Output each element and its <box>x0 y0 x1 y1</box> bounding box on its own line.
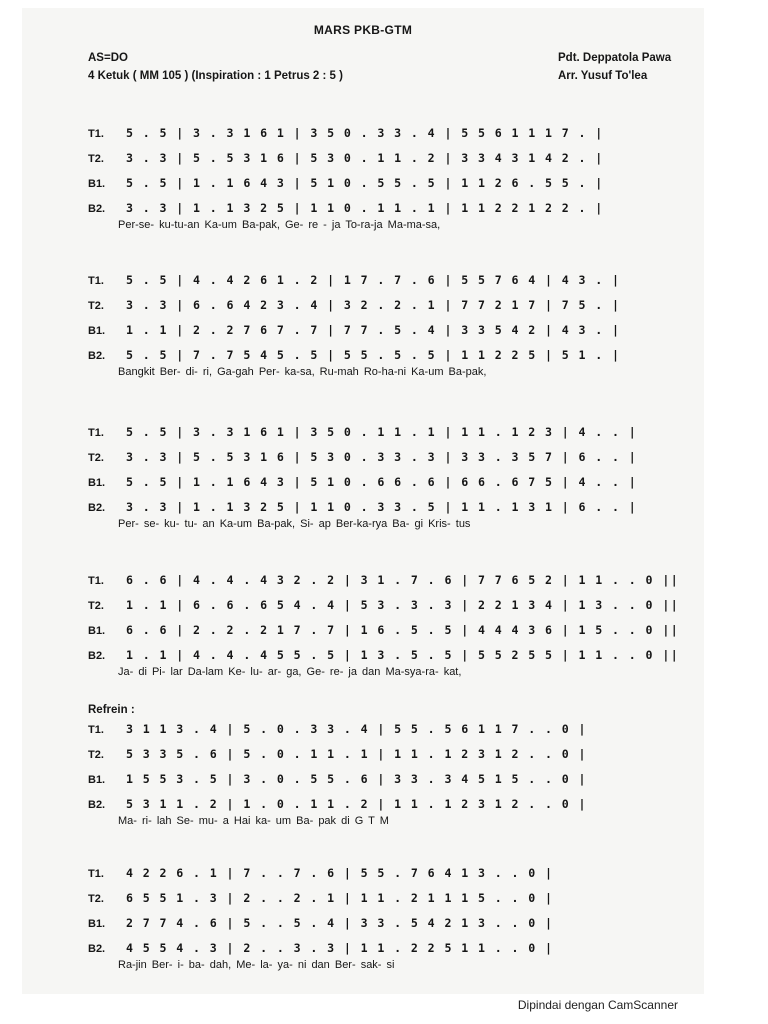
voice-label: T1. <box>88 868 104 880</box>
notes-line: 5 . 5 | 1 . 1 6 4 3 | 5 1 0 . 5 5 . 5 | 1 1 2 6 . 5 5 . | <box>126 176 604 190</box>
voice-row <box>22 265 704 290</box>
lyrics-line <box>22 365 704 384</box>
voice-row <box>22 340 704 365</box>
lyrics-line <box>22 218 704 237</box>
voice-label: B2. <box>88 203 106 215</box>
composer: Pdt. Deppatola Pawa <box>558 52 672 64</box>
voice-label: B1. <box>88 325 106 337</box>
voice-label: B1. <box>88 178 106 190</box>
voice-row <box>22 290 704 315</box>
notes-line: 5 3 1 1 . 2 | 1 . 0 . 1 1 . 2 | 1 1 . 1 2 3 1 2 . . 0 | <box>126 797 587 811</box>
lyrics-line <box>22 814 704 833</box>
notes-line: 1 . 1 | 2 . 2 7 6 7 . 7 | 7 7 . 5 . 4 | 3 3 5 4 2 | 4 3 . | <box>126 323 621 337</box>
voice-row <box>22 858 704 883</box>
voice-row <box>22 565 704 590</box>
notes-line: 4 2 2 6 . 1 | 7 . . 7 . 6 | 5 5 . 7 6 4 1 3 . . 0 | <box>126 866 554 880</box>
sheet-title: MARS PKB-GTM <box>313 23 413 37</box>
notes-line: 3 1 1 3 . 4 | 5 . 0 . 3 3 . 4 | 5 5 . 5 6 1 1 7 . . 0 | <box>126 722 587 736</box>
voice-row <box>22 590 704 615</box>
voice-row <box>22 143 704 168</box>
notes-line: 5 3 3 5 . 6 | 5 . 0 . 1 1 . 1 | 1 1 . 1 2 3 1 2 . . 0 | <box>126 747 587 761</box>
notes-line: 5 . 5 | 7 . 7 5 4 5 . 5 | 5 5 . 5 . 5 | 1 1 2 2 5 | 5 1 . | <box>126 348 621 362</box>
lyrics-line <box>22 517 704 536</box>
notes-line: 1 . 1 | 6 . 6 . 6 5 4 . 4 | 5 3 . 3 . 3 | 2 2 1 3 4 | 1 3 . . 0 || <box>126 598 680 612</box>
scanner-watermark: Dipindai dengan CamScanner <box>517 998 678 1012</box>
voice-label: T1. <box>88 128 104 140</box>
key-signature: AS=DO <box>88 52 128 64</box>
lyrics-text: Per- se- ku- tu- an Ka-um Ba-pak, Si- ap Ber-ka-rya Ba- gi Kris- tus <box>118 518 471 530</box>
voice-label: B1. <box>88 625 106 637</box>
system-3 <box>22 417 704 536</box>
lyrics-text: Ra-jin Ber- i- ba- dah, Me- la- ya- ni dan Ber- sak- si <box>118 959 395 971</box>
voice-label: T2. <box>88 153 104 165</box>
lyrics-text: Ja- di Pi- lar Da-lam Ke- lu- ar- ga, Ge- re- ja dan Ma-sya-ra- kat, <box>118 666 462 678</box>
voice-label: B2. <box>88 943 106 955</box>
voice-label: T2. <box>88 600 104 612</box>
notes-line: 5 . 5 | 4 . 4 2 6 1 . 2 | 1 7 . 7 . 6 | 5 5 7 6 4 | 4 3 . | <box>126 273 621 287</box>
voice-row <box>22 442 704 467</box>
notes-line: 3 . 3 | 1 . 1 3 2 5 | 1 1 0 . 1 1 . 1 | 1 1 2 2 1 2 2 . | <box>126 201 604 215</box>
notes-line: 3 . 3 | 6 . 6 4 2 3 . 4 | 3 2 . 2 . 1 | 7 7 2 1 7 | 7 5 . | <box>126 298 621 312</box>
notes-line: 3 . 3 | 1 . 1 3 2 5 | 1 1 0 . 3 3 . 5 | 1 1 . 1 3 1 | 6 . . | <box>126 500 638 514</box>
voice-row <box>22 739 704 764</box>
notes-line: 6 5 5 1 . 3 | 2 . . 2 . 1 | 1 1 . 2 1 1 1 5 . . 0 | <box>126 891 554 905</box>
voice-label: B1. <box>88 774 106 786</box>
voice-label: T1. <box>88 275 104 287</box>
system-5 <box>22 714 704 833</box>
voice-row <box>22 615 704 640</box>
voice-label: T1. <box>88 724 104 736</box>
lyrics-line <box>22 958 704 977</box>
notes-line: 5 . 5 | 3 . 3 1 6 1 | 3 5 0 . 1 1 . 1 | 1 1 . 1 2 3 | 4 . . | <box>126 425 638 439</box>
notes-line: 1 . 1 | 4 . 4 . 4 5 5 . 5 | 1 3 . 5 . 5 | 5 5 2 5 5 | 1 1 . . 0 || <box>126 648 680 662</box>
voice-row <box>22 883 704 908</box>
system-6 <box>22 858 704 977</box>
voice-label: T2. <box>88 452 104 464</box>
notes-line: 6 . 6 | 2 . 2 . 2 1 7 . 7 | 1 6 . 5 . 5 | 4 4 4 3 6 | 1 5 . . 0 || <box>126 623 680 637</box>
voice-label: B2. <box>88 502 106 514</box>
voice-row <box>22 417 704 442</box>
voice-label: B1. <box>88 918 106 930</box>
voice-row <box>22 714 704 739</box>
voice-row <box>22 315 704 340</box>
system-1 <box>22 118 704 237</box>
notes-line: 6 . 6 | 4 . 4 . 4 3 2 . 2 | 3 1 . 7 . 6 | 7 7 6 5 2 | 1 1 . . 0 || <box>126 573 680 587</box>
voice-label: T2. <box>88 893 104 905</box>
refrain-label: Refrein : <box>88 704 135 716</box>
notes-line: 4 5 5 4 . 3 | 2 . . 3 . 3 | 1 1 . 2 2 5 1 1 . . 0 | <box>126 941 554 955</box>
music-sheet <box>22 8 704 994</box>
voice-label: T1. <box>88 575 104 587</box>
voice-row <box>22 789 704 814</box>
voice-row <box>22 118 704 143</box>
system-2 <box>22 265 704 384</box>
voice-row <box>22 933 704 958</box>
tempo-info: 4 Ketuk ( MM 105 ) (Inspiration : 1 Petrus 2 : 5 ) <box>88 70 343 82</box>
notes-line: 5 . 5 | 1 . 1 6 4 3 | 5 1 0 . 6 6 . 6 | 6 6 . 6 7 5 | 4 . . | <box>126 475 638 489</box>
voice-label: T1. <box>88 427 104 439</box>
voice-row <box>22 193 704 218</box>
voice-label: B2. <box>88 350 106 362</box>
voice-label: B2. <box>88 650 106 662</box>
voice-label: T2. <box>88 300 104 312</box>
voice-row <box>22 168 704 193</box>
system-4 <box>22 565 704 684</box>
arranger: Arr. Yusuf To'lea <box>558 70 648 82</box>
voice-label: B1. <box>88 477 106 489</box>
notes-line: 2 7 7 4 . 6 | 5 . . 5 . 4 | 3 3 . 5 4 2 1 3 . . 0 | <box>126 916 554 930</box>
voice-label: T2. <box>88 749 104 761</box>
lyrics-line <box>22 665 704 684</box>
notes-line: 1 5 5 3 . 5 | 3 . 0 . 5 5 . 6 | 3 3 . 3 4 5 1 5 . . 0 | <box>126 772 587 786</box>
voice-label: B2. <box>88 799 106 811</box>
notes-line: 3 . 3 | 5 . 5 3 1 6 | 5 3 0 . 3 3 . 3 | 3 3 . 3 5 7 | 6 . . | <box>126 450 638 464</box>
lyrics-text: Ma- ri- lah Se- mu- a Hai ka- um Ba- pak di G T M <box>118 815 389 827</box>
lyrics-text: Per-se- ku-tu-an Ka-um Ba-pak, Ge- re - ja To-ra-ja Ma-ma-sa, <box>118 219 441 231</box>
voice-row <box>22 764 704 789</box>
voice-row <box>22 467 704 492</box>
notes-line: 5 . 5 | 3 . 3 1 6 1 | 3 5 0 . 3 3 . 4 | 5 5 6 1 1 1 7 . | <box>126 126 604 140</box>
lyrics-text: Bangkit Ber- di- ri, Ga-gah Per- ka-sa, Ru-mah Ro-ha-ni Ka-um Ba-pak, <box>118 366 487 378</box>
voice-row <box>22 492 704 517</box>
voice-row <box>22 908 704 933</box>
notes-line: 3 . 3 | 5 . 5 3 1 6 | 5 3 0 . 1 1 . 2 | 3 3 4 3 1 4 2 . | <box>126 151 604 165</box>
voice-row <box>22 640 704 665</box>
